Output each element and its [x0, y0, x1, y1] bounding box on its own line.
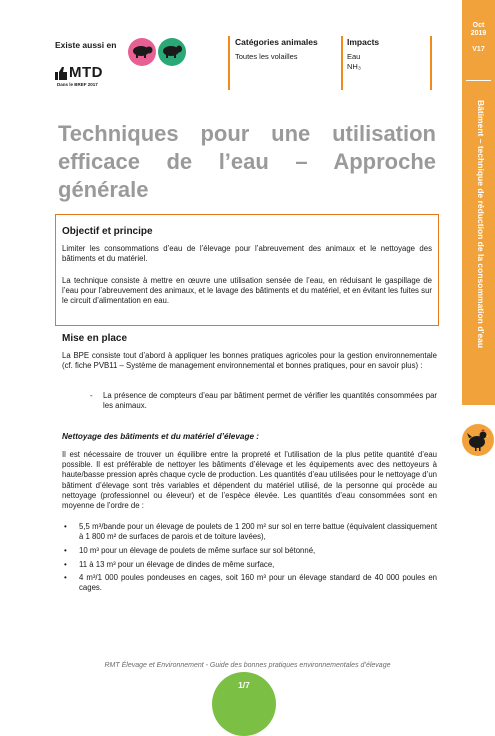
objective-paragraph: La technique consiste à mettre en œuvre une utilisation sensée de l’eau, en réduisant le gaspillage de l’eau pour l’abreuvement des animaux, et le lavage des bâtiments et du matériel, et en évitant les fuites sur le circuit d’alimentation en eau.: [62, 276, 432, 306]
band-month: Oct: [472, 22, 485, 29]
list-item: 5,5 m³/bande pour un élevage de poulets de 1 200 m² sur sol en terre battue (équivalent classiquement à 1 800 m² de surfaces de parois et de toiture lavées),: [79, 522, 437, 542]
list-item: 11 à 13 m³ pour un élevage de dindes de même surface,: [79, 560, 275, 569]
objective-paragraph: Limiter les consommations d’eau de l’élevage pour l’abreuvement des animaux et le nettoyage des bâtiments et du matériel.: [62, 244, 432, 264]
objective-heading: Objectif et principe: [62, 226, 153, 237]
page-title: Techniques pour une utilisation efficace de l’eau – Approche générale: [58, 121, 436, 202]
bullet: •: [64, 560, 67, 569]
categories-heading: Catégories animales: [235, 37, 318, 47]
mtd-logo: [55, 64, 115, 90]
list-dash: -: [90, 391, 93, 400]
bullet: •: [64, 546, 67, 555]
bullet: •: [64, 522, 67, 531]
impacts-heading: Impacts: [347, 37, 380, 47]
section-paragraph: La BPE consiste tout d’abord à appliquer les bonnes pratiques agricoles pour la gestion environnementale (cf. fiche PVB11 – Système de management environnemental et bonnes pratiques, pour en savoir plus) :: [62, 351, 437, 371]
pig-icon[interactable]: [128, 38, 156, 66]
header-divider: [430, 36, 432, 90]
header-divider: [228, 36, 230, 90]
list-item: 10 m³ pour un élevage de poulets de même surface sur sol bétonné,: [79, 546, 316, 555]
thumbs-up-icon: [55, 66, 68, 80]
logo-subtitle: Dans le BREF 2017: [57, 82, 98, 87]
band-version: V17: [472, 46, 485, 53]
also-available-label: Existe aussi en: [55, 40, 117, 50]
band-title: Bâtiment – technique de réduction de la consommation d'eau: [476, 100, 486, 349]
header-divider: [341, 36, 343, 90]
list-item: La présence de compteurs d’eau par bâtiment permet de vérifier les quantités consommées par les animaux.: [103, 391, 437, 411]
page-number: 1/7: [238, 680, 250, 690]
page-footer: RMT Élevage et Environnement - Guide des bonnes pratiques environnementales d’élevage: [104, 662, 391, 669]
subsection-heading: Nettoyage des bâtiments et du matériel d’élevage :: [62, 432, 260, 441]
band-divider: [466, 80, 491, 81]
logo-text: MTD: [69, 64, 103, 81]
impact-item: NH₃: [347, 62, 361, 71]
hen-icon: [462, 424, 494, 456]
sheep-icon[interactable]: [158, 38, 186, 66]
band-year: 2019: [470, 30, 487, 37]
impact-item: Eau: [347, 52, 361, 61]
categories-value: Toutes les volailles: [235, 52, 298, 61]
section-paragraph: Il est nécessaire de trouver un équilibre entre la propreté et l’utilisation de la plus petite quantité d’eau possible. Il est préférable de nettoyer les bâtiments d’élevage et les équipements avec des nettoyeurs à haute/basse pression après chaque cycle de production. Les quantités d’eau utilisées pour le nettoyage d’un bâtiment d’élevage sont très variables et dépendent du matériel utilisé, de la personne qui procède au nettoyage (professionnel ou éleveur) et de l’espèce élevée. Les quantités d’eau consommées sont en moyenne de l’ordre de :: [62, 450, 437, 511]
bullet: •: [64, 573, 67, 582]
list-item: 4 m³/1 000 poules pondeuses en cages, soit 160 m³ pour un élevage standard de 40 000 poules en cages.: [79, 573, 437, 593]
section-heading: Mise en place: [62, 333, 128, 344]
